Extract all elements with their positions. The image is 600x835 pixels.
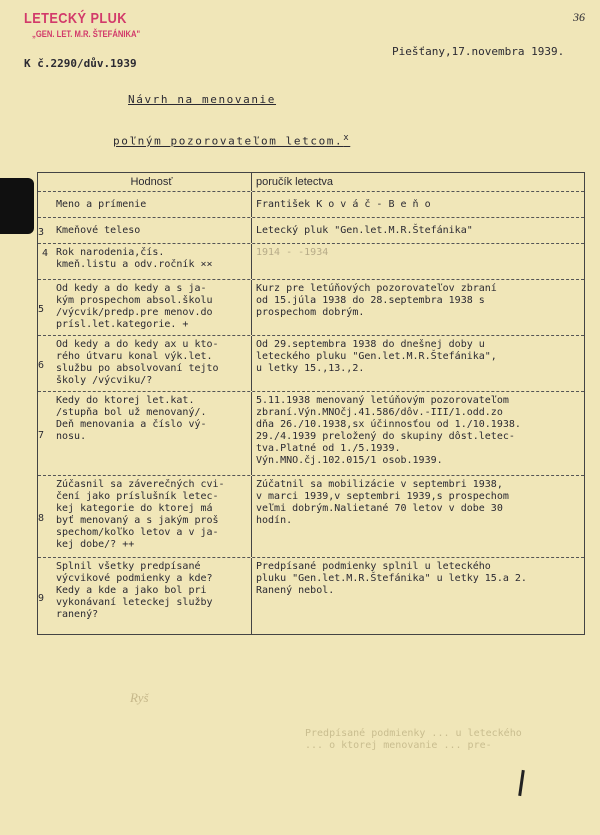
table-row: [38, 558, 584, 634]
row-value: Od 29.septembra 1938 do dnešnej doby u leteckého pluku "Gen.let.M.R.Štefánika", u letky 15.,13.,2.: [256, 339, 497, 374]
table-row: [38, 218, 584, 244]
regiment-stamp: [24, 10, 159, 39]
table-row: [38, 336, 584, 392]
form-table: [37, 172, 585, 635]
table-row: [38, 244, 584, 280]
row-label: Kmeňové teleso: [52, 218, 252, 243]
table-row: [38, 192, 584, 218]
row-label: Kedy do ktorej let.kat. /stupňa bol už menovaný/. Deň menovania a číslo vý- nosu.: [52, 392, 252, 475]
ink-blot: [0, 178, 34, 234]
row-value: 1914 - -1934: [256, 247, 329, 258]
row-number: 8: [38, 513, 45, 524]
row-value: Predpísané podmienky splnil u leteckého pluku "Gen.let.M.R.Štefánika" u letky 15.a 2. Ranený nebol.: [256, 561, 527, 596]
page-number: 36: [573, 10, 585, 24]
row-number: 6: [38, 360, 45, 371]
faint-signature: Ryš: [130, 690, 149, 705]
row-label: Zúčasnil sa záverečných cvi- čení jako príslušník letec- kej kategorie do ktorej má byť menovaný a s jakým proš spechom/koľko letov a v ja- kej dobe/? ++: [52, 476, 252, 557]
row-number: 3: [38, 227, 45, 238]
reference-number: K č.2290/dův.1939: [24, 57, 137, 70]
table-row: [38, 392, 584, 476]
row-label: Od kedy a do kedy a s ja- kým prospechom absol.školu /výcvik/predp.pre menov.do prísl.let.kategorie. +: [52, 280, 252, 335]
pen-mark: [518, 770, 525, 796]
row-number: 4: [41, 248, 49, 259]
subtitle-text: poľným pozorovateľom letcom.: [113, 134, 344, 148]
place-date: Piešťany,17.novembra 1939.: [392, 45, 565, 58]
document-title: Návrh na menovanie: [128, 93, 277, 106]
row-value: František K o v á č - B e ň o: [256, 198, 431, 210]
header-left: Hodnosť: [52, 173, 252, 191]
stamp-line-2: „GEN. LET. M.R. ŠTEFÁNIKA": [32, 29, 141, 39]
row-value: Letecký pluk "Gen.let.M.R.Štefánika": [256, 224, 473, 236]
row-number: [38, 192, 52, 217]
table-header-row: [38, 173, 584, 192]
row-label: Meno a prímenie: [52, 192, 252, 217]
bleed-through-text: Predpísané podmienky ... u leteckého ... o ktorej menovanie ... pre-: [305, 728, 522, 751]
row-label: Od kedy a do kedy ax u kto- rého útvaru konal výk.let. službu po absolvovaní tejto školy /výcviku/?: [52, 336, 252, 391]
subtitle-mark: x: [343, 133, 351, 143]
document-subtitle: [113, 133, 350, 148]
header-right: poručík letectva: [256, 176, 334, 188]
row-number: 9: [38, 592, 45, 604]
row-value: 5.11.1938 menovaný letúňovým pozorovateľom zbraní.Výn.MNOčj.41.586/dôv.-III/1.odd.zo dňa 26./10.1938,sx účinnosťou od 1./10.1938. 29./4.1939 preložený do skupiny dôst.letec- tva.Platné od 1./5.1939. Výn.MNO.čj.102.015/1 osob.1939.: [256, 395, 521, 466]
row-number: 7: [38, 430, 45, 441]
row-value: Zúčatnil sa mobilizácie v septembri 1938, v marci 1939,v septembri 1939,s prospechom veľmi dobrým.Nalietané 70 letov v dobe 30 hodín.: [256, 479, 509, 526]
row-number: [38, 173, 52, 191]
row-number: 5: [38, 304, 45, 315]
row-value: Kurz pre letúňových pozorovateľov zbraní od 15.júla 1938 do 28.septembra 1938 s prospechom dobrým.: [256, 283, 497, 318]
row-label: Rok narodenia,čís. kmeň.listu a odv.ročník ××: [52, 244, 252, 279]
table-row: [38, 280, 584, 336]
row-label: Splnil všetky predpísané výcvikové podmienky a kde? Kedy a kde a jako bol pri vykonávaní leteckej služby ranený?: [52, 558, 252, 634]
stamp-line-1: LETECKÝ PLUK: [24, 10, 127, 27]
table-row: [38, 476, 584, 558]
